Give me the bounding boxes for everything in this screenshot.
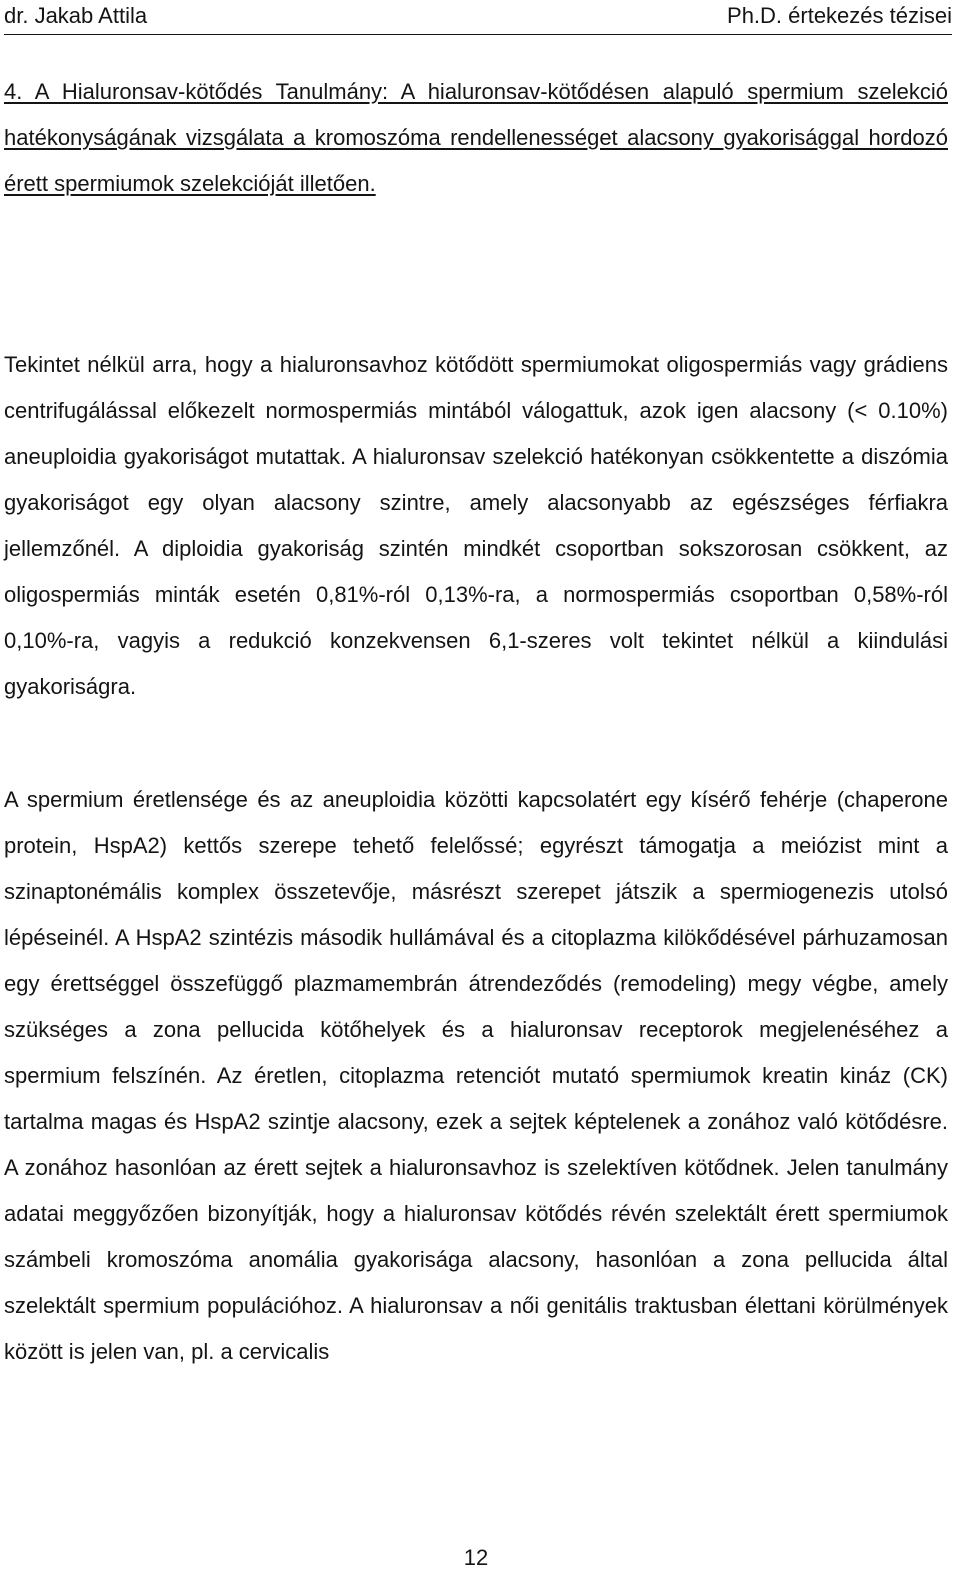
header-divider — [4, 34, 952, 35]
section-heading: 4. A Hialuronsav-kötődés Tanulmány: A hialuronsav-kötődésen alapuló spermium szelekció hatékonyságának vizsgálata a kromoszóma rendellenességet alacsony gyakorisággal hordozó érett spermiumok szelekcióját illetően. — [4, 79, 948, 196]
page-header — [4, 3, 952, 31]
body-paragraph: A spermium éretlensége és az aneuploidia közötti kapcsolatért egy kísérő fehérje (chaperone protein, HspA2) kettős szerepe tehető felelőssé; egyrészt támogatja a meiózist mint a szinaptonémális komplex összetevője, másrészt szerepet játszik a spermiogenezis utolsó lépéseinél. A HspA2 szintézis második hullámával és a citoplazma kilökődésével párhuzamosan egy érettséggel összefüggő plazmamembrán átrendeződés (remodeling) megy végbe, amely szükséges a zona pellucida kötőhelyek és a hialuronsav receptorok megjelenéséhez a spermium felszínén. Az éretlen, citoplazma retenciót mutató spermiumok kreatin kináz (CK) tartalma magas és HspA2 szintje alacsony, ezek a sejtek képtelenek a zonához való kötődésre. A zonához hasonlóan az érett sejtek a hialuronsavhoz is szelektíven kötődnek. Jelen tanulmány adatai meggyőzően bizonyítják, hogy a hialuronsav kötődés révén szelektált érett spermiumok számbeli kromoszóma anomália gyakorisága alacsony, hasonlóan a zona pellucida által szelektált spermium populációhoz. A hialuronsav a női genitális traktusban élettani körülmények között is jelen van, pl. a cervicalis — [4, 787, 948, 1364]
page-number: 12 — [463, 1545, 489, 1570]
header-author: dr. Jakab Attila — [4, 3, 148, 28]
body-paragraph: Tekintet nélkül arra, hogy a hialuronsavhoz kötődött spermiumokat oligospermiás vagy grádiens centrifugálással előkezelt normospermiás mintából válogattuk, azok igen alacsony (< 0.10%) aneuploidia gyakoriságot mutattak. A hialuronsav szelekció hatékonyan csökkentette a diszómia gyakoriságot egy olyan alacsony szintre, amely alacsonyabb az egészséges férfiakra jellemzőnél. A diploidia gyakoriság szintén mindkét csoportban sokszorosan csökkent, az oligospermiás minták esetén 0,81%-ról 0,13%-ra, a normospermiás csoportban 0,58%-ról 0,10%-ra, vagyis a redukció konzekvensen 6,1-szeres volt tekintet nélkül a kiindulási gyakoriságra. — [4, 352, 948, 699]
header-document-type: Ph.D. értekezés tézisei — [727, 3, 952, 28]
